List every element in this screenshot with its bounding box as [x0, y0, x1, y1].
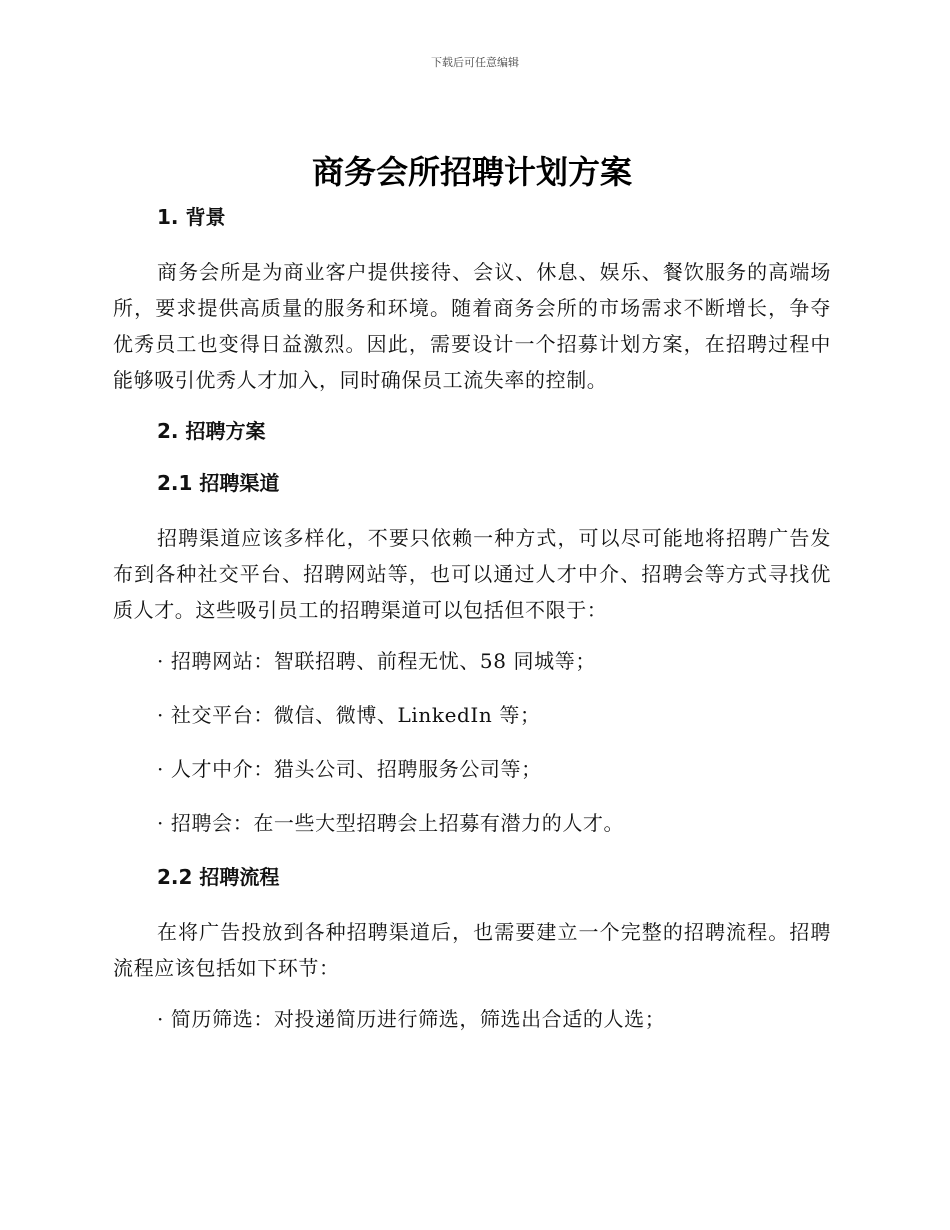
process-paragraph: 在将广告投放到各种招聘渠道后，也需要建立一个完整的招聘流程。招聘流程应该包括如下环节：	[113, 920, 831, 980]
header-note: 下载后可任意编辑	[431, 56, 519, 69]
document-content	[113, 148, 831, 1058]
list-item: · 招聘网站：智联招聘、前程无忧、58 同城等；	[157, 649, 596, 673]
section-heading-plan: 2. 招聘方案	[157, 419, 266, 443]
section-heading-process: 2.2 招聘流程	[157, 865, 280, 889]
list-item: · 人才中介：猎头公司、招聘服务公司等；	[157, 757, 542, 781]
channels-paragraph: 招聘渠道应该多样化，不要只依赖一种方式，可以尽可能地将招聘广告发布到各种社交平台、招聘网站等，也可以通过人才中介、招聘会等方式寻找优质人才。这些吸引员工的招聘渠道可以包括但不限于：	[113, 526, 831, 622]
section-heading-background: 1. 背景	[157, 205, 226, 229]
background-paragraph: 商务会所是为商业客户提供接待、会议、休息、娱乐、餐饮服务的高端场所，要求提供高质量的服务和环境。随着商务会所的市场需求不断增长，争夺优秀员工也变得日益激烈。因此，需要设计一个招募计划方案，在招聘过程中能够吸引优秀人才加入，同时确保员工流失率的控制。	[113, 260, 831, 392]
section-heading-channels: 2.1 招聘渠道	[157, 471, 280, 495]
list-item: · 简历筛选：对投递简历进行筛选，筛选出合适的人选；	[157, 1007, 666, 1031]
list-item: · 招聘会：在一些大型招聘会上招募有潜力的人才。	[157, 811, 625, 835]
list-item: · 社交平台：微信、微博、LinkedIn 等；	[157, 703, 541, 727]
document-title: 商务会所招聘计划方案	[311, 153, 632, 191]
